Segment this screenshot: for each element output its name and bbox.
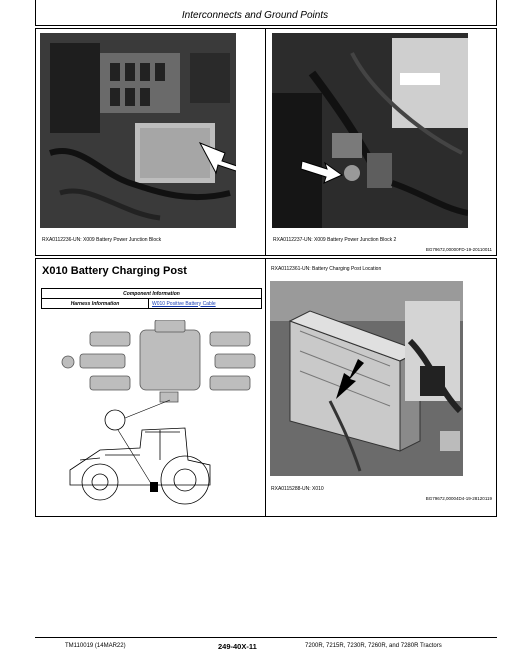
- section-title: X010 Battery Charging Post: [42, 265, 187, 277]
- top-row-reference: BG79672,00000FD-19-20110011: [425, 247, 492, 252]
- tractor-location-diagram: [60, 320, 260, 510]
- footer-rule: [35, 637, 497, 638]
- battery-charging-post-photo: [270, 281, 463, 476]
- junction-block-caption-2: RXA0112237-UN: X009 Battery Power Junction Block 2: [273, 237, 397, 243]
- section-divider: [265, 258, 266, 517]
- page-header-title: Interconnects and Ground Points: [181, 10, 329, 21]
- charging-post-caption-bottom: RXA0115288-UN: X010: [271, 486, 324, 492]
- charging-post-caption-top: RXA0112361-UN: Battery Charging Post Location: [271, 266, 382, 272]
- junction-block-photo-1: [40, 33, 236, 228]
- section-reference: BG79672,00004D4-19-28120119: [425, 496, 492, 501]
- component-info-table: [41, 288, 262, 309]
- top-row-divider: [265, 28, 266, 256]
- junction-block-photo-2: [272, 33, 468, 228]
- footer-page-number: 249-40X-11: [218, 642, 257, 651]
- harness-link[interactable]: W010 Positive Battery Cable: [152, 300, 216, 307]
- footer-models: 7200R, 7215R, 7230R, 7260R, and 7280R Tractors: [305, 643, 442, 649]
- table-value-cell: [149, 299, 262, 309]
- footer-doc-id: TM110019 (14MAR22): [65, 643, 126, 649]
- table-header: Component Information: [42, 289, 262, 299]
- table-label: Harness Information: [42, 299, 149, 309]
- junction-block-caption-1: RXA0112236-UN: X009 Battery Power Junction Block: [42, 237, 162, 243]
